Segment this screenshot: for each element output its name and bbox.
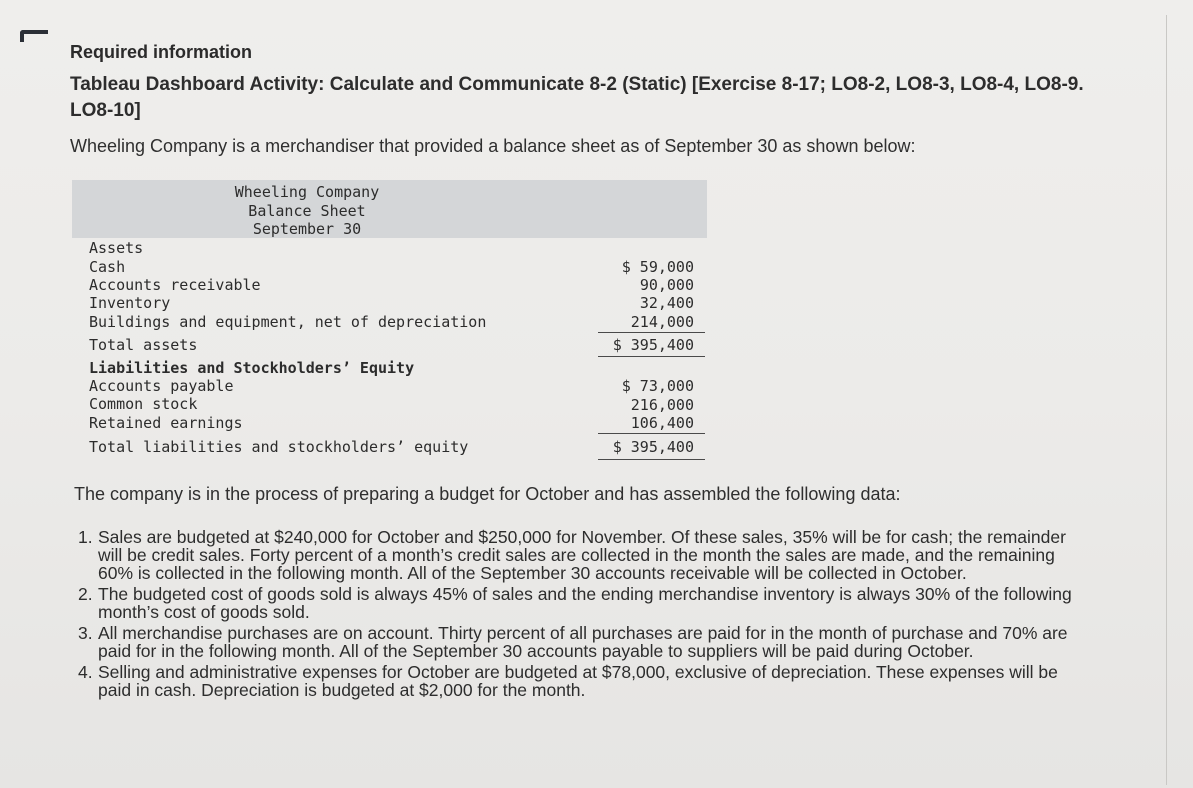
liabilities-heading: Liabilities and Stockholders’ Equity xyxy=(89,359,415,377)
intro-text: Wheeling Company is a merchandiser that provided a balance sheet as of September 30 as shown below: xyxy=(70,136,916,156)
asset-label-inventory: Inventory xyxy=(89,294,171,312)
asset-label-cash: Cash xyxy=(89,258,126,276)
liability-label-payable: Accounts payable xyxy=(89,377,234,395)
asset-label-buildings: Buildings and equipment, net of depreciation xyxy=(89,313,487,331)
item-text: All merchandise purchases are on account. Thirty percent of all purchases are paid for in the month of purchase and 70% are paid for in the following month. All of the September 30 accounts payable to suppliers will be paid during October. xyxy=(98,623,1068,661)
exercise-title: Tableau Dashboard Activity: Calculate and Communicate 8-2 (Static) [Exercise 8-17; LO8-2, LO8-3, LO8-4, LO8-9. LO8-10] xyxy=(70,74,1084,121)
balance-sheet-title xyxy=(72,183,542,239)
item-number: 2. xyxy=(78,584,93,604)
item-text: The budgeted cost of goods sold is always 45% of sales and the ending merchandise inventory is always 30% of the following month’s cost of goods sold. xyxy=(98,584,1072,622)
asset-amount-inventory: 32,400 xyxy=(639,294,694,312)
asset-amount-buildings: 214,000 xyxy=(630,313,694,331)
list-item xyxy=(78,528,1088,582)
statement-date: September 30 xyxy=(252,220,362,238)
subtotal-rule xyxy=(598,332,705,333)
company-name: Wheeling Company xyxy=(234,183,380,201)
liability-amount-payable: $ 73,000 xyxy=(621,377,694,395)
asset-label-receivables: Accounts receivable xyxy=(89,276,261,294)
total-liabilities-amount: $ 395,400 xyxy=(612,438,694,456)
assets-heading: Assets xyxy=(89,239,144,257)
item-number: 1. xyxy=(78,527,93,547)
item-text: Selling and administrative expenses for October are budgeted at $78,000, exclusive of depreciation. These expenses will be paid in cash. Depreciation is budgeted at $2,000 for the month. xyxy=(98,662,1058,700)
list-item xyxy=(78,624,1088,660)
corner-bracket-icon xyxy=(20,30,48,42)
total-rule xyxy=(598,356,705,357)
total-rule-2 xyxy=(598,459,705,460)
required-information-heading: Required information xyxy=(70,42,253,62)
item-number: 3. xyxy=(78,623,93,643)
page-edge-divider xyxy=(1166,15,1167,785)
item-text: Sales are budgeted at $240,000 for October and $250,000 for November. Of these sales, 35% will be for cash; the remainder will be credit sales. Forty percent of a month’s credit sales are collected in the month the sales are made, and the remaining 60% is collected in the following month. All of the September 30 accounts receivable will be collected in October. xyxy=(98,527,1066,583)
total-assets-amount: $ 395,400 xyxy=(612,336,694,354)
equity-amount-common-stock: 216,000 xyxy=(630,396,694,414)
asset-amount-cash: $ 59,000 xyxy=(621,258,694,276)
subtotal-rule-2 xyxy=(598,433,705,434)
total-assets-label: Total assets xyxy=(89,336,198,354)
equity-label-retained: Retained earnings xyxy=(89,414,243,432)
asset-amount-receivables: 90,000 xyxy=(639,276,694,294)
budget-intro: The company is in the process of preparing a budget for October and has assembled the following data: xyxy=(74,484,901,504)
item-number: 4. xyxy=(78,662,93,682)
statement-name: Balance Sheet xyxy=(248,201,366,220)
list-item xyxy=(78,663,1088,699)
equity-label-common-stock: Common stock xyxy=(89,395,198,413)
total-liabilities-label: Total liabilities and stockholders’ equity xyxy=(89,438,469,456)
budget-data-list xyxy=(78,528,1088,702)
list-item xyxy=(78,585,1088,621)
equity-amount-retained: 106,400 xyxy=(630,414,694,432)
